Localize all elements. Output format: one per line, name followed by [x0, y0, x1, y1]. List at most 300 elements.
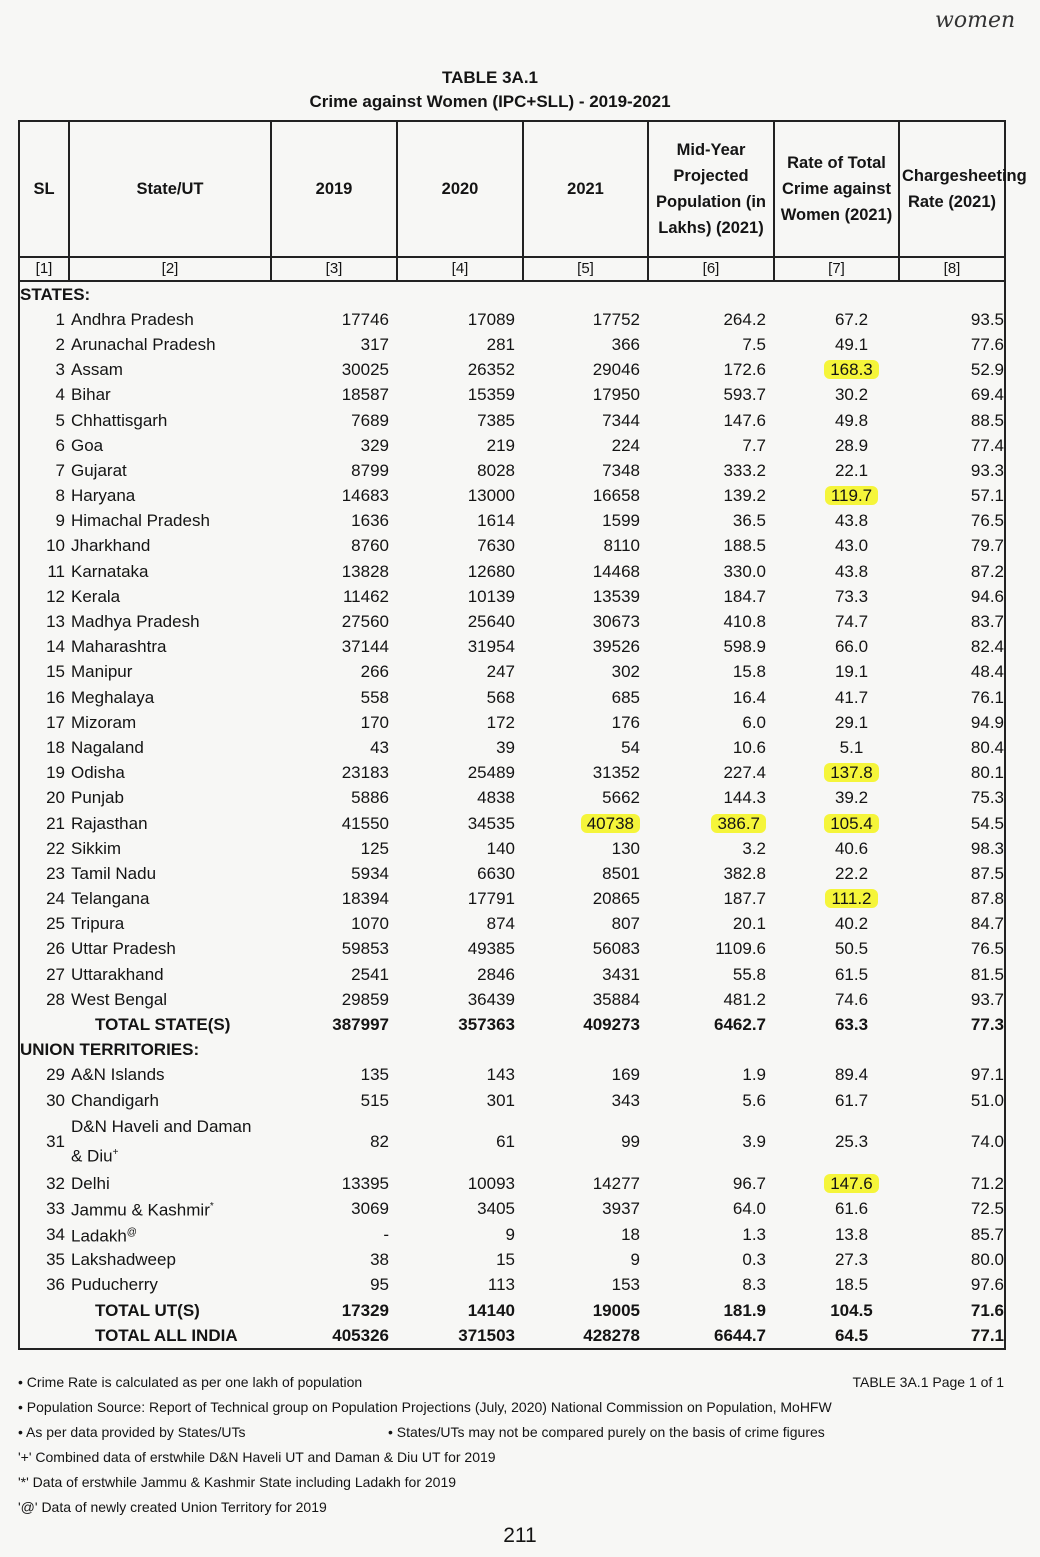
colnum: [8] [899, 257, 1005, 281]
colnum: [6] [648, 257, 774, 281]
cell-rate: 67.2 [834, 309, 869, 329]
cell-value: 3.2 [742, 838, 766, 858]
cell-value: 14140 [467, 1300, 515, 1320]
cell-value: 3431 [602, 964, 640, 984]
cell-state: Mizoram [71, 712, 137, 732]
cell-value: 302 [611, 662, 640, 682]
cell-sl: 33 [46, 1199, 65, 1219]
table-row [19, 458, 1005, 483]
cell-value: 8501 [602, 863, 640, 883]
table-row [19, 710, 1005, 735]
highlighted-value: 111.2 [825, 889, 877, 908]
cell-rate: 19.1 [834, 662, 869, 682]
cell-sl: 7 [55, 460, 65, 480]
cell-value: 685 [611, 687, 640, 707]
cell-state: Arunachal Pradesh [71, 334, 216, 354]
colnum: [4] [397, 257, 523, 281]
table-row [19, 332, 1005, 357]
cell-value: 13000 [467, 486, 515, 506]
cell-state: Nagaland [71, 737, 144, 757]
note-compare: • States/UTs may not be compared purely on the basis of crime figures [388, 1424, 825, 1440]
cell-state: Assam [71, 360, 123, 380]
cell-state: Puducherry [71, 1275, 158, 1295]
cell-value: 35884 [592, 989, 640, 1009]
cell-rate: 30.2 [834, 385, 869, 405]
cell-sl: 17 [46, 712, 65, 732]
table-title: TABLE 3A.1 [441, 68, 539, 87]
cell-value: 37144 [341, 637, 389, 657]
table-row [19, 660, 1005, 685]
cell-sl: 3 [55, 360, 65, 380]
cell-value: 95 [370, 1275, 389, 1295]
colnum: [2] [69, 257, 271, 281]
footnote-mark: * [209, 1201, 214, 1213]
cell-value: 18587 [341, 385, 389, 405]
cell-sl: 35 [46, 1250, 65, 1270]
cell-chargesheet: 98.3 [970, 838, 1004, 858]
table-row [19, 786, 1005, 811]
cell-value: 8.3 [742, 1275, 766, 1295]
cell-value: 36439 [467, 989, 515, 1009]
cell-value: 6.0 [742, 712, 766, 732]
cell-value: 7348 [602, 460, 640, 480]
cell-chargesheet: 80.1 [970, 763, 1004, 783]
cell-chargesheet: 80.0 [970, 1250, 1004, 1270]
table-row [19, 735, 1005, 760]
cell-value: 15 [496, 1250, 515, 1270]
cell-value: 38 [370, 1250, 389, 1270]
cell-value: 153 [611, 1275, 640, 1295]
cell-chargesheet: 74.0 [970, 1132, 1004, 1152]
table-row [19, 912, 1005, 937]
cell-value: 14683 [341, 486, 389, 506]
table-row [19, 484, 1005, 509]
cell-state: Andhra Pradesh [71, 309, 194, 329]
cell-chargesheet: 72.5 [970, 1199, 1004, 1219]
cell-value: 36.5 [732, 511, 766, 531]
colnum: [3] [271, 257, 397, 281]
cell-chargesheet: 77.4 [970, 435, 1004, 455]
cell-sl: 26 [46, 939, 65, 959]
cell-value [523, 811, 648, 836]
cell-value: 329 [360, 435, 389, 455]
colnum: [5] [523, 257, 648, 281]
header-sl: SL [19, 121, 69, 257]
cell-value: 15.8 [732, 662, 766, 682]
table-row [19, 836, 1005, 861]
cell-state: Madhya Pradesh [71, 612, 200, 632]
cell-state: Sikkim [71, 838, 122, 858]
page-number: 211 [503, 1524, 537, 1547]
cell-value: 99 [621, 1132, 640, 1152]
cell-sl: 12 [46, 586, 65, 606]
cell-chargesheet: 88.5 [970, 410, 1004, 430]
cell-value: 34535 [467, 813, 515, 833]
cell-value: 409273 [583, 1015, 640, 1035]
cell-state: Lakshadweep [71, 1250, 176, 1270]
header-rate: Rate of Total Crime against Women (2021) [774, 121, 899, 257]
table-row [19, 358, 1005, 383]
cell-value: 17089 [467, 309, 515, 329]
cell-sl: 27 [46, 964, 65, 984]
header-2020: 2020 [397, 121, 523, 257]
cell-value: 8760 [351, 536, 389, 556]
cell-value: 224 [611, 435, 640, 455]
cell-value: 3.9 [742, 1132, 766, 1152]
cell-sl: 34 [46, 1224, 65, 1244]
cell-sl: 29 [46, 1065, 65, 1085]
cell-value: 343 [611, 1090, 640, 1110]
cell-rate: 43.8 [834, 511, 869, 531]
cell-value: 144.3 [723, 788, 766, 808]
cell-value: 428278 [583, 1325, 640, 1345]
cell-value: 64.0 [732, 1199, 766, 1219]
highlighted-value: 137.8 [824, 763, 879, 782]
cell-chargesheet: 87.8 [970, 889, 1004, 909]
cell-value: 25489 [467, 763, 515, 783]
cell-chargesheet: 93.3 [970, 460, 1004, 480]
cell-value: 481.2 [723, 989, 766, 1009]
cell-value: 405326 [332, 1325, 389, 1345]
cell-value: 219 [486, 435, 515, 455]
section-heading: STATES: [20, 284, 91, 304]
cell-rate: 13.8 [834, 1224, 869, 1244]
cell-value: 227.4 [723, 763, 766, 783]
cell-chargesheet: 84.7 [970, 914, 1004, 934]
footnote-mark: + [112, 1147, 119, 1159]
cell-value: 27560 [341, 612, 389, 632]
table-row [19, 559, 1005, 584]
cell-rate [774, 1171, 899, 1196]
cell-value: 382.8 [723, 863, 766, 883]
cell-value: 6644.7 [714, 1325, 766, 1345]
cell-rate: 40.6 [834, 838, 869, 858]
cell-chargesheet: 57.1 [970, 486, 1004, 506]
table-row [19, 1222, 1005, 1248]
cell-chargesheet: 77.6 [970, 334, 1004, 354]
cell-value: 17746 [341, 309, 389, 329]
cell-value: 8028 [477, 460, 515, 480]
cell-rate [774, 887, 899, 912]
cell-value: 9 [630, 1250, 640, 1270]
cell-chargesheet: 48.4 [970, 662, 1004, 682]
cell-state [69, 1113, 271, 1171]
cell-value: 31352 [592, 763, 640, 783]
cell-sl: 20 [46, 788, 65, 808]
note-crime-rate: • Crime Rate is calculated as per one lakh of population [18, 1374, 363, 1390]
cell-sl: 36 [46, 1275, 65, 1295]
cell-value: 143 [486, 1065, 515, 1085]
cell-sl: 21 [46, 813, 65, 833]
cell-rate: 41.7 [834, 687, 869, 707]
cell-value: 4838 [477, 788, 515, 808]
note-population-source: • Population Source: Report of Technical group on Population Projections (July, 2020) National Commission on Population, MoHFW [18, 1399, 832, 1415]
cell-value: 6462.7 [714, 1015, 766, 1035]
cell-chargesheet: 71.2 [970, 1173, 1004, 1193]
cell-value: 13539 [592, 586, 640, 606]
cell-chargesheet: 75.3 [970, 788, 1004, 808]
cell-state: Haryana [71, 486, 136, 506]
cell-state: TOTAL UT(S) [95, 1300, 200, 1320]
cell-chargesheet: 97.6 [970, 1275, 1004, 1295]
total-row [19, 1298, 1005, 1323]
cell-value: 10093 [467, 1173, 515, 1193]
section-heading: UNION TERRITORIES: [20, 1040, 200, 1060]
table-row [19, 534, 1005, 559]
cell-value: 16658 [592, 486, 640, 506]
cell-rate: 66.0 [834, 637, 869, 657]
column-number-row [19, 257, 1005, 281]
cell-state: Uttarakhand [71, 964, 164, 984]
cell-rate: 64.5 [834, 1325, 869, 1345]
cell-value: 10139 [467, 586, 515, 606]
highlighted-value: 40738 [581, 814, 640, 833]
cell-rate: 61.5 [834, 964, 869, 984]
cell-chargesheet: 83.7 [970, 612, 1004, 632]
cell-rate [774, 484, 899, 509]
note-at: '@' Data of newly created Union Territory for 2019 [18, 1499, 327, 1515]
cell-value: 26352 [467, 360, 515, 380]
highlighted-value: 119.7 [825, 486, 878, 505]
note-star: '*' Data of erstwhile Jammu & Kashmir State including Ladakh for 2019 [18, 1474, 457, 1490]
table-row [19, 1248, 1005, 1273]
table-row [19, 383, 1005, 408]
table-row [19, 962, 1005, 987]
footnotes [18, 1370, 1008, 1520]
cell-value: 7385 [477, 410, 515, 430]
cell-value: 5.6 [742, 1090, 766, 1110]
cell-value: 3069 [351, 1199, 389, 1219]
cell-value: 18394 [341, 889, 389, 909]
cell-sl: 1 [55, 309, 65, 329]
cell-value: 0.3 [742, 1250, 766, 1270]
cell-value: 125 [360, 838, 389, 858]
cell-value: 20.1 [732, 914, 766, 934]
table-row [19, 584, 1005, 609]
table-row [19, 685, 1005, 710]
cell-value: 7689 [351, 410, 389, 430]
cell-rate: 73.3 [834, 586, 869, 606]
table-row [19, 1088, 1005, 1113]
cell-state [69, 1222, 271, 1248]
state-name: Jammu & Kashmir [71, 1201, 210, 1221]
crime-table-wrap [18, 120, 1027, 1350]
table-row [19, 811, 1005, 836]
cell-state: Punjab [71, 788, 124, 808]
cell-value [648, 811, 774, 836]
cell-value: 8799 [351, 460, 389, 480]
total-row [19, 1012, 1005, 1037]
handwritten-note: women [935, 8, 1016, 33]
cell-value: 29046 [592, 360, 640, 380]
cell-rate: 22.2 [834, 863, 869, 883]
cell-value: 139.2 [723, 486, 766, 506]
table-row [19, 861, 1005, 886]
cell-value: 56083 [592, 939, 640, 959]
cell-rate: 40.2 [834, 914, 869, 934]
cell-state: Karnataka [71, 561, 149, 581]
cell-sl [19, 1298, 69, 1323]
cell-state: Tripura [71, 914, 125, 934]
cell-value: 874 [486, 914, 515, 934]
table-row [19, 307, 1005, 332]
cell-value: 19005 [592, 1300, 640, 1320]
cell-value: 357363 [458, 1015, 515, 1035]
cell-value: 30025 [341, 360, 389, 380]
table-row [19, 1273, 1005, 1298]
cell-sl: 6 [55, 435, 65, 455]
cell-state: Chhattisgarh [71, 410, 168, 430]
header-population: Mid-Year Projected Population (in Lakhs) (2021) [648, 121, 774, 257]
highlighted-value: 105.4 [824, 814, 879, 833]
cell-value: 188.5 [723, 536, 766, 556]
cell-value: 5662 [602, 788, 640, 808]
cell-rate: 49.8 [834, 410, 869, 430]
total-row [19, 1323, 1005, 1349]
cell-value: 387997 [332, 1015, 389, 1035]
cell-chargesheet: 76.1 [970, 687, 1004, 707]
cell-chargesheet: 87.5 [970, 863, 1004, 883]
cell-rate: 43.8 [834, 561, 869, 581]
cell-value: 13395 [341, 1173, 389, 1193]
table-row [19, 887, 1005, 912]
cell-value: 6630 [477, 863, 515, 883]
state-name: D&N Haveli and Daman & Diu [71, 1117, 252, 1167]
cell-value: 187.7 [723, 889, 766, 909]
cell-value: 2541 [351, 964, 389, 984]
header-row [19, 121, 1005, 257]
header-2019: 2019 [271, 121, 397, 257]
cell-rate: 74.7 [834, 612, 869, 632]
cell-value: 558 [360, 687, 389, 707]
cell-value: 172 [486, 712, 515, 732]
cell-sl: 4 [55, 385, 65, 405]
cell-rate: 5.1 [839, 737, 864, 757]
cell-sl: 10 [46, 536, 65, 556]
cell-value: 14277 [592, 1173, 640, 1193]
cell-value: 25640 [467, 612, 515, 632]
cell-rate: 43.0 [834, 536, 869, 556]
cell-value: 5886 [351, 788, 389, 808]
cell-value: 184.7 [723, 586, 766, 606]
cell-state: Uttar Pradesh [71, 939, 176, 959]
cell-value: 17752 [592, 309, 640, 329]
table-row [19, 609, 1005, 634]
table-row [19, 1196, 1005, 1222]
note-data-provided: • As per data provided by States/UTs [18, 1424, 246, 1440]
cell-value: 1.3 [742, 1224, 766, 1244]
table-row [19, 1171, 1005, 1196]
header-chargesheet: Chargesheeting Rate (2021) [899, 121, 1005, 257]
cell-value: 140 [486, 838, 515, 858]
cell-state: TOTAL ALL INDIA [95, 1325, 238, 1345]
cell-chargesheet: 76.5 [970, 511, 1004, 531]
cell-chargesheet: 69.4 [970, 385, 1004, 405]
cell-value: 7630 [477, 536, 515, 556]
cell-state: Delhi [71, 1173, 110, 1193]
state-name: Ladakh [71, 1226, 127, 1246]
cell-state: Gujarat [71, 460, 127, 480]
cell-value: 593.7 [723, 385, 766, 405]
cell-value: 135 [360, 1065, 389, 1085]
cell-value: 598.9 [723, 637, 766, 657]
cell-value: 82 [370, 1132, 389, 1152]
cell-sl: 22 [46, 838, 65, 858]
cell-value: 61 [496, 1132, 515, 1152]
cell-rate: 63.3 [834, 1015, 869, 1035]
cell-state: A&N Islands [71, 1065, 165, 1085]
cell-chargesheet: 93.5 [970, 309, 1004, 329]
cell-sl: 31 [46, 1132, 65, 1152]
cell-value: 3937 [602, 1199, 640, 1219]
cell-value: 7.5 [742, 334, 766, 354]
table-body [19, 281, 1005, 1349]
cell-value: 515 [360, 1090, 389, 1110]
cell-chargesheet: 51.0 [970, 1090, 1004, 1110]
section-heading-row [19, 281, 1005, 307]
cell-value: 807 [611, 914, 640, 934]
cell-value: 172.6 [723, 360, 766, 380]
cell-chargesheet: 87.2 [970, 561, 1004, 581]
cell-chargesheet: 79.7 [970, 536, 1004, 556]
cell-chargesheet: 82.4 [970, 637, 1004, 657]
cell-value: 29859 [341, 989, 389, 1009]
cell-rate: 27.3 [834, 1250, 869, 1270]
cell-rate: 25.3 [834, 1132, 869, 1152]
cell-value: 23183 [341, 763, 389, 783]
cell-state [69, 1196, 271, 1222]
cell-value: 281 [486, 334, 515, 354]
cell-value: 317 [360, 334, 389, 354]
cell-value: 9 [505, 1224, 515, 1244]
cell-value: 410.8 [723, 612, 766, 632]
cell-sl: 18 [46, 737, 65, 757]
cell-sl: 25 [46, 914, 65, 934]
cell-value: 264.2 [723, 309, 766, 329]
cell-rate: 29.1 [834, 712, 869, 732]
cell-sl: 30 [46, 1090, 65, 1110]
cell-state: Telangana [71, 889, 150, 909]
cell-chargesheet: 85.7 [970, 1224, 1004, 1244]
cell-value: 39526 [592, 637, 640, 657]
cell-sl: 14 [46, 637, 65, 657]
cell-value: - [383, 1224, 389, 1244]
cell-value: 2846 [477, 964, 515, 984]
header-state: State/UT [69, 121, 271, 257]
cell-value: 8110 [603, 536, 640, 556]
cell-value: 113 [487, 1275, 515, 1295]
cell-value: 1636 [351, 511, 389, 531]
cell-sl: 32 [46, 1173, 65, 1193]
table-row [19, 635, 1005, 660]
note-plus: '+' Combined data of erstwhile D&N Haveli UT and Daman & Diu UT for 2019 [18, 1449, 496, 1465]
cell-value: 1109.6 [715, 939, 766, 959]
table-row [19, 408, 1005, 433]
cell-value: 43 [370, 737, 389, 757]
cell-value: 10.6 [732, 737, 766, 757]
cell-value: 12680 [467, 561, 515, 581]
table-row [19, 509, 1005, 534]
cell-state: Jharkhand [71, 536, 151, 556]
page-ref: TABLE 3A.1 Page 1 of 1 [852, 1374, 1004, 1390]
cell-chargesheet: 81.5 [970, 964, 1004, 984]
table-row [19, 1113, 1005, 1171]
cell-value: 49385 [467, 939, 515, 959]
cell-value: 20865 [592, 889, 640, 909]
cell-value: 568 [486, 687, 515, 707]
cell-value: 59853 [341, 939, 389, 959]
cell-chargesheet: 77.1 [970, 1325, 1004, 1345]
